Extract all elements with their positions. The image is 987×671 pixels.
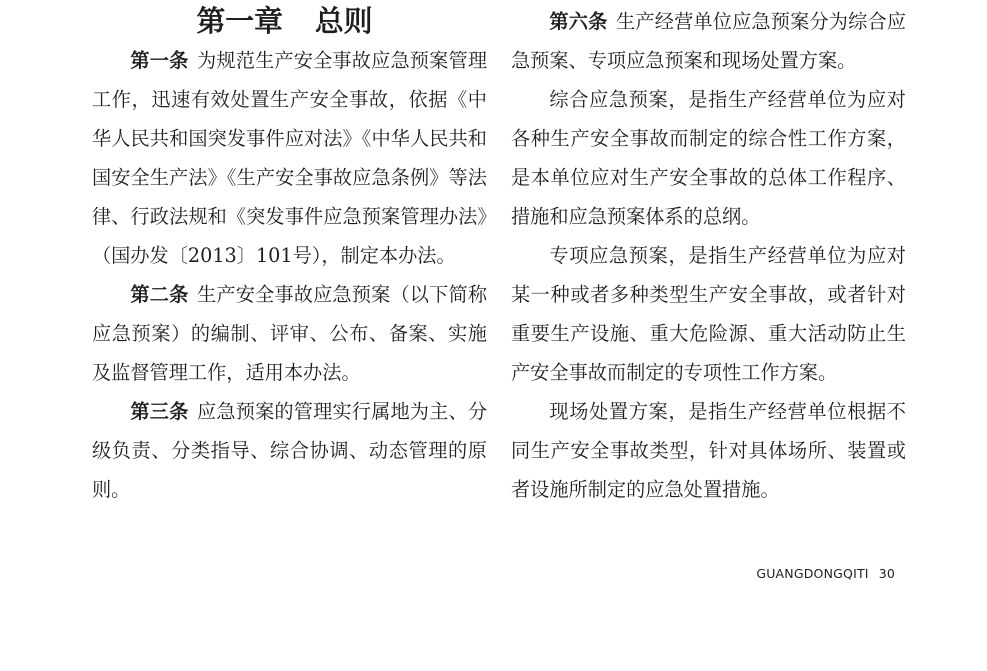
publisher-name: GUANGDONGQITI <box>756 566 869 581</box>
page-number: 30 <box>878 566 895 581</box>
chapter-number: 第一章 <box>196 4 283 38</box>
paragraph-comprehensive-plan: 综合应急预案，是指生产经营单位为应对各种生产安全事故而制定的综合性工作方案，是本单位应对生产安全事故的总体工作程序、措施和应急预案体系的总纲。 <box>511 88 906 228</box>
article-2-label: 第二条 <box>130 283 189 306</box>
chapter-title: 总则 <box>314 4 373 38</box>
article-3 <box>92 392 487 509</box>
article-1-label: 第一条 <box>130 49 189 72</box>
article-2 <box>92 275 487 392</box>
right-column <box>511 2 906 509</box>
article-6 <box>511 2 906 80</box>
left-column <box>92 2 487 509</box>
article-1 <box>92 41 487 275</box>
paragraph-onsite-plan: 现场处置方案，是指生产经营单位根据不同生产安全事故类型，针对具体场所、装置或者设施所制定的应急处置措施。 <box>511 400 906 501</box>
article-6-text: 生产经营单位应急预案分为综合应急预案、专项应急预案和现场处置方案。 <box>511 10 907 72</box>
article-3-text: 应急预案的管理实行属地为主、分级负责、分类指导、综合协调、动态管理的原则。 <box>92 400 488 501</box>
chapter-heading <box>92 2 487 41</box>
paragraph-special-plan: 专项应急预案，是指生产经营单位为应对某一种或者多种类型生产安全事故，或者针对重要生产设施、重大危险源、重大活动防止生产安全事故而制定的专项性工作方案。 <box>511 244 906 384</box>
article-6-label: 第六条 <box>549 10 608 33</box>
page-footer <box>756 566 895 581</box>
article-1-text: 为规范生产安全事故应急预案管理工作，迅速有效处置生产安全事故，依据《中华人民共和国突发事件应对法》《中华人民共和国安全生产法》《生产安全事故应急条例》等法律、行政法规和《突发事件应急预案管理办法》（国办发〔2013〕101号），制定本办法。 <box>92 49 488 267</box>
article-3-label: 第三条 <box>130 400 189 423</box>
article-2-text: 生产安全事故应急预案（以下简称应急预案）的编制、评审、公布、备案、实施及监督管理工作，适用本办法。 <box>92 283 488 384</box>
